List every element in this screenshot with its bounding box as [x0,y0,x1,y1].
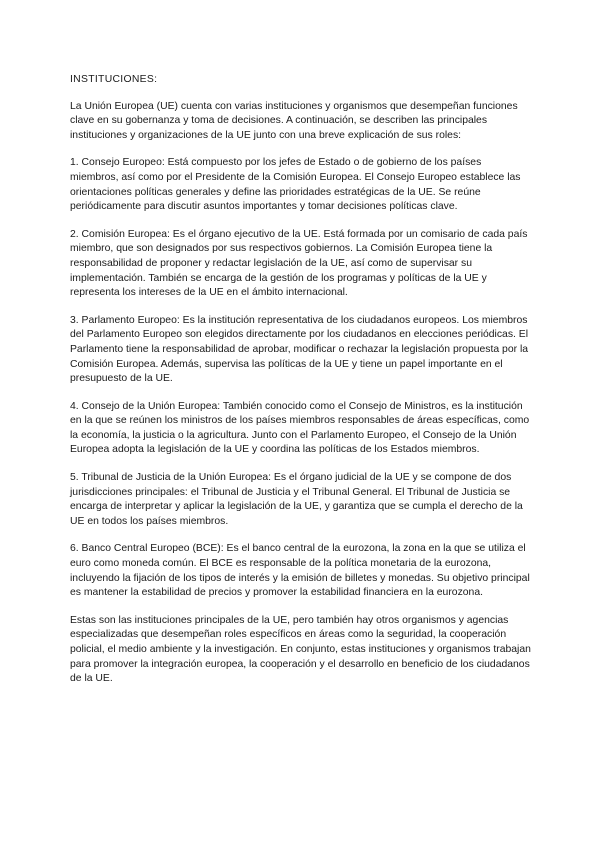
intro-paragraph: La Unión Europea (UE) cuenta con varias instituciones y organismos que desempeñan funciones clave en su gobernanza y toma de decisiones. A continuación, se describen las principales instituciones y organizaciones de la UE junto con una breve explicación de sus roles: [70,100,518,141]
section-parlamento-europeo: 3. Parlamento Europeo: Es la institución representativa de los ciudadanos europeos. Los miembros del Parlamento Europeo son elegidos directamente por los ciudadanos en elecciones periódicas. El Parlamento tiene la responsabilidad de aprobar, modificar o rechazar la legislación propuesta por la Comisión Europea. Además, supervisa las políticas de la UE y tiene un papel importante en el presupuesto de la UE. [70,314,529,385]
section-banco-central-europeo: 6. Banco Central Europeo (BCE): Es el banco central de la eurozona, la zona en la que se utiliza el euro como moneda común. El BCE es responsable de la política monetaria de la eurozona, incluyendo la fijación de los tipos de interés y la emisión de billetes y monedas. Su objetivo principal es mantener la estabilidad de precios y promover la estabilidad financiera en la eurozona. [70,543,530,599]
section-tribunal-justicia: 5. Tribunal de Justicia de la Unión Europea: Es el órgano judicial de la UE y se compone de dos jurisdicciones principales: el Tribunal de Justicia y el Tribunal General. El Tribunal de Justicia se encarga de interpretar y aplicar la legislación de la UE, y garantiza que se cumpla el derecho de la UE en todos los países miembros. [70,472,523,527]
conclusion-paragraph: Estas son las instituciones principales de la UE, pero también hay otros organismos y agencias especializadas que desempeñan roles específicos en áreas como la seguridad, la cooperación policial, el medio ambiente y la investigación. En conjunto, estas instituciones y organismos trabajan para promover la integración europea, la cooperación y el desarrollo en beneficio de los ciudadanos de la UE. [70,614,531,685]
document-page [70,73,532,700]
section-consejo-europeo: 1. Consejo Europeo: Está compuesto por los jefes de Estado o de gobierno de los países miembros, así como por el Presidente de la Comisión Europea. El Consejo Europeo establece las orientaciones políticas generales y define las prioridades estratégicas de la UE. Se reúne periódicamente para discutir asuntos importantes y tomar decisiones políticas clave. [70,157,521,213]
document-heading: INSTITUCIONES: [70,74,158,85]
section-consejo-union-europea: 4. Consejo de la Unión Europea: También conocido como el Consejo de Ministros, es la institución en la que se reúnen los ministros de los países miembros responsables de áreas específicas, como la economía, la justicia o la agricultura. Junto con el Parlamento Europeo, el Consejo de la Unión Europea adopta la legislación de la UE y coordina las políticas de los Estados miembros. [70,400,530,456]
section-comision-europea: 2. Comisión Europea: Es el órgano ejecutivo de la UE. Está formada por un comisario de cada país miembro, que son designados por sus respectivos gobiernos. La Comisión Europea tiene la responsabilidad de proponer y redactar legislación de la UE, así como de supervisar su implementación. También se encarga de la gestión de los programas y políticas de la UE y representa los intereses de la UE en el ámbito internacional. [70,228,528,299]
